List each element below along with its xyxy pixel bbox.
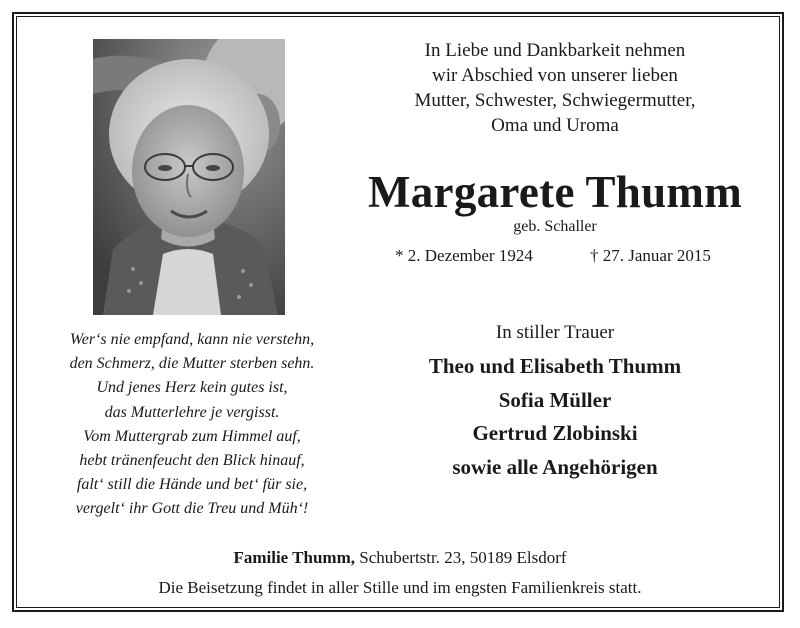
portrait-image: [93, 39, 285, 315]
poem-line: Und jenes Herz kein gutes ist,: [96, 379, 288, 397]
family-address: [0, 548, 800, 568]
mourner-name: Sofia Müller: [498, 387, 612, 412]
maiden-name: geb. Schaller: [513, 218, 597, 235]
death-date: † 27. Januar 2015: [590, 246, 711, 265]
street-address: Schubertstr. 23, 50189 Elsdorf: [354, 548, 567, 567]
mourner-name: sowie alle Angehörigen: [452, 454, 658, 479]
poem-line: das Mutterlehre je vergisst.: [104, 403, 280, 421]
deceased-name: Margarete Thumm: [367, 167, 742, 217]
poem-line: Wer‘s nie empfand, kann nie verstehn,: [69, 331, 315, 348]
poem-line: vergelt‘ ihr Gott die Treu und Müh‘!: [75, 500, 309, 518]
poem-line: Vom Muttergrab zum Himmel auf,: [83, 427, 301, 445]
intro-line: In Liebe und Dankbarkeit nehmen: [424, 40, 686, 61]
poem: [44, 328, 340, 522]
intro-line: Mutter, Schwester, Schwiegermutter,: [414, 90, 696, 111]
mourning-lead: In stiller Trauer: [495, 322, 615, 343]
mourner-name: Theo und Elisabeth Thumm: [428, 354, 682, 378]
intro-line: Oma und Uroma: [491, 115, 619, 136]
portrait-photo: [93, 39, 285, 315]
birth-date: * 2. Dezember 1924: [395, 246, 533, 265]
intro-line: wir Abschied von unserer lieben: [432, 65, 678, 86]
poem-line: hebt tränenfeucht den Blick hinauf,: [79, 452, 305, 470]
family-name: Familie Thumm,: [233, 548, 355, 567]
mourner-name: Gertrud Zlobinski: [472, 421, 638, 445]
burial-notice: Die Beisetzung findet in aller Stille und im engsten Familienkreis statt.: [158, 578, 642, 597]
mourning-section: [370, 320, 740, 484]
poem-line: falt‘ still die Hände und bet‘ für sie,: [76, 476, 308, 494]
poem-line: den Schmerz, die Mutter sterben sehn.: [69, 355, 315, 373]
intro-text: [370, 38, 740, 138]
